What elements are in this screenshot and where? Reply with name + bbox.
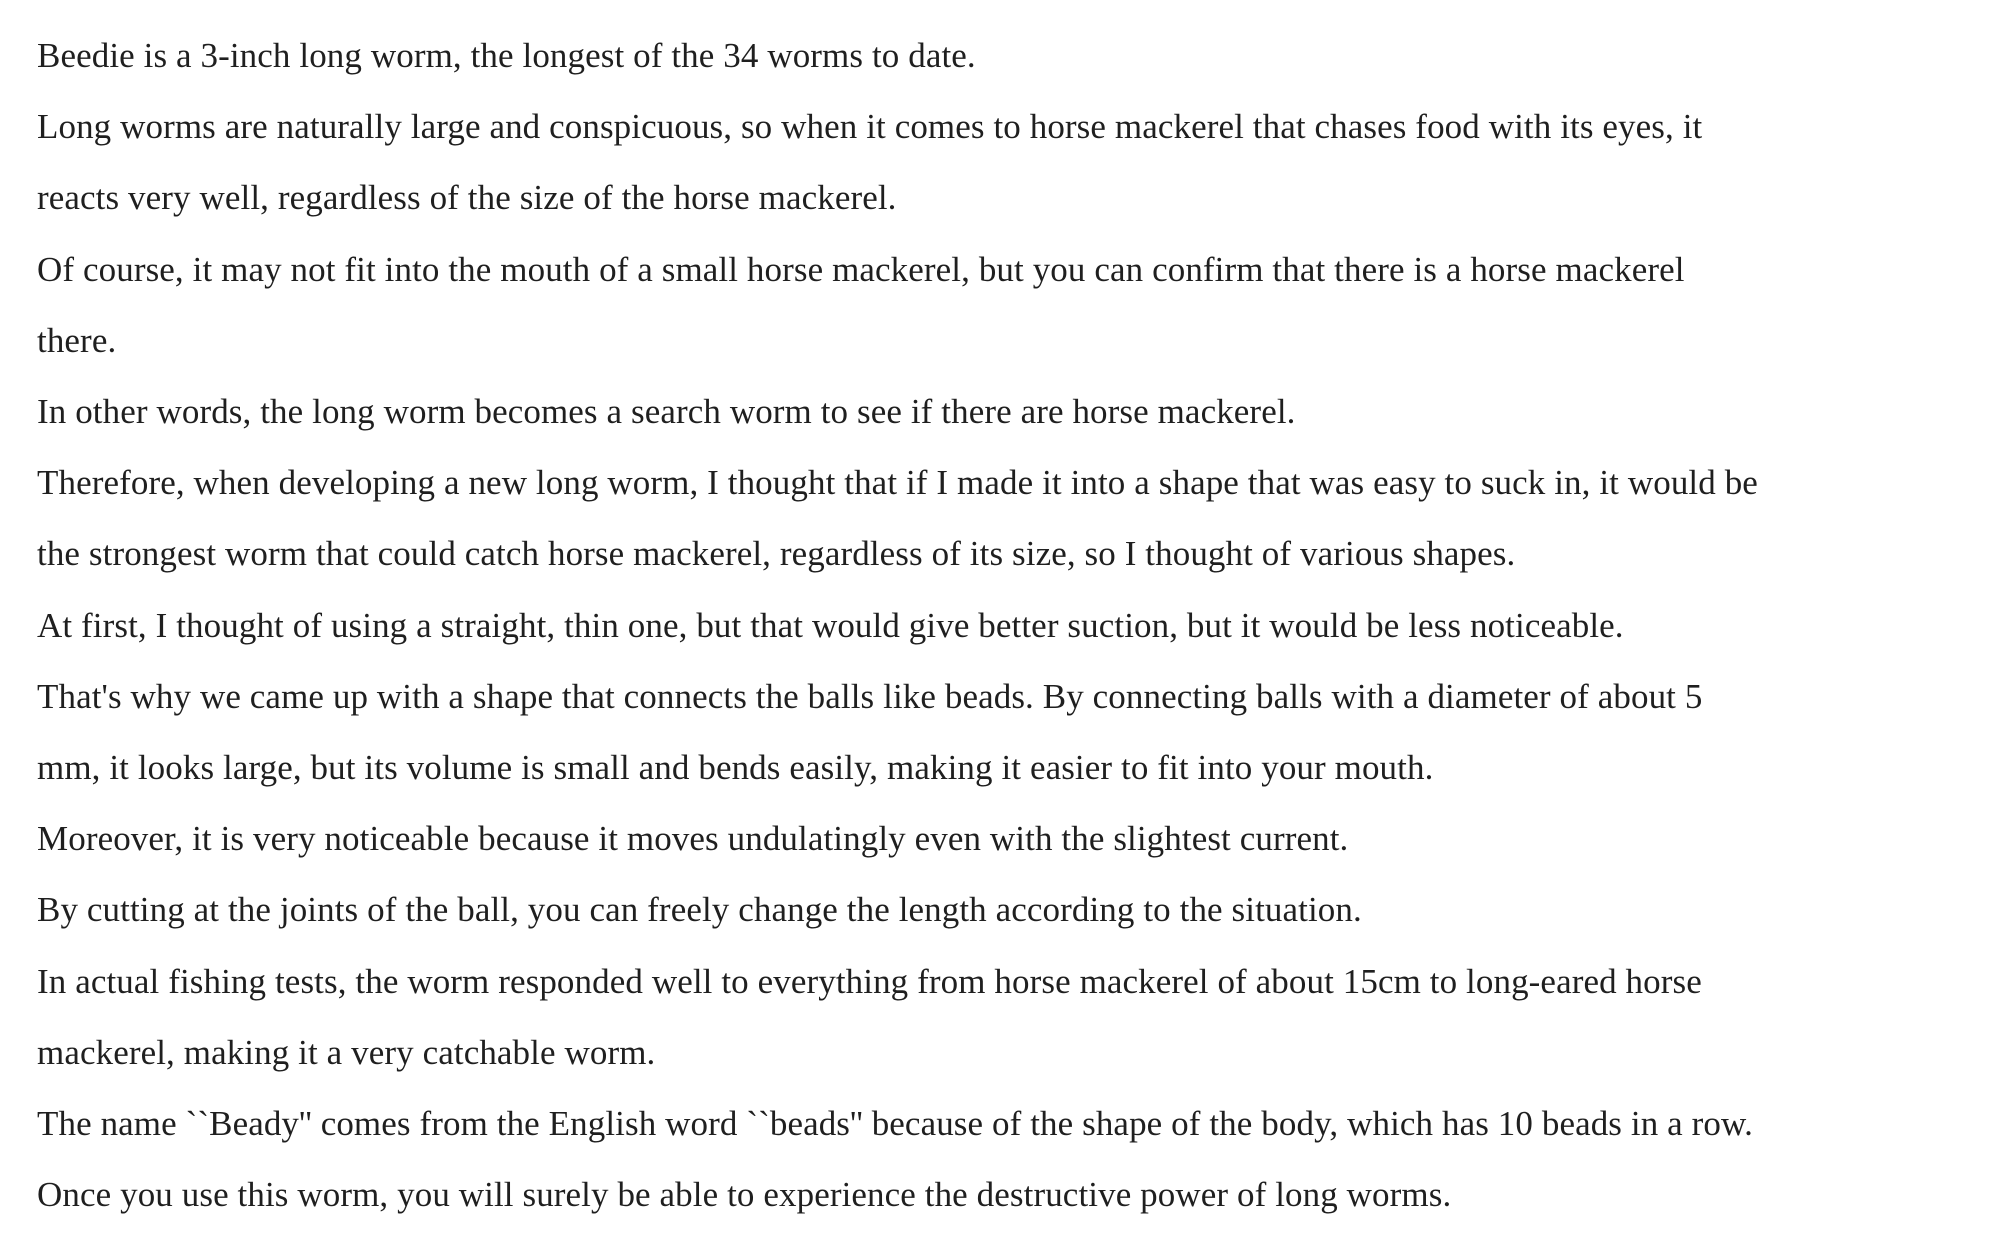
text-line: At first, I thought of using a straight, thin one, but that would give better suction, but it would be less noticeable. <box>37 605 1624 645</box>
text-line: mackerel, making it a very catchable worm. <box>37 1032 656 1072</box>
article-body <box>37 20 1987 1230</box>
text-line: Therefore, when developing a new long worm, I thought that if I made it into a shape that was easy to suck in, it would be <box>37 463 1758 503</box>
text-line: mm, it looks large, but its volume is small and bends easily, making it easier to fit into your mouth. <box>37 748 1434 788</box>
text-line: By cutting at the joints of the ball, you can freely change the length according to the situation. <box>37 890 1362 930</box>
text-line: the strongest worm that could catch horse mackerel, regardless of its size, so I thought of various shapes. <box>37 534 1516 574</box>
text-line: In other words, the long worm becomes a search worm to see if there are horse mackerel. <box>37 392 1296 432</box>
text-line: reacts very well, regardless of the size of the horse mackerel. <box>37 178 897 218</box>
text-line: Of course, it may not fit into the mouth of a small horse mackerel, but you can confirm that there is a horse mackerel <box>37 249 1685 289</box>
text-line: Long worms are naturally large and conspicuous, so when it comes to horse mackerel that chases food with its eyes, it <box>37 107 1703 147</box>
text-line: Once you use this worm, you will surely be able to experience the destructive power of long worms. <box>37 1175 1452 1215</box>
text-line: there. <box>37 320 117 360</box>
text-line: Moreover, it is very noticeable because it moves undulatingly even with the slightest current. <box>37 819 1349 859</box>
text-line: In actual fishing tests, the worm responded well to everything from horse mackerel of about 15cm to long-eared horse <box>37 961 1702 1001</box>
text-line: The name ``Beady'' comes from the English word ``beads'' because of the shape of the body, which has 10 beads in a row. <box>37 1104 1753 1144</box>
text-line: That's why we came up with a shape that connects the balls like beads. By connecting balls with a diameter of about 5 <box>37 676 1703 716</box>
text-line: Beedie is a 3-inch long worm, the longest of the 34 worms to date. <box>37 36 976 75</box>
